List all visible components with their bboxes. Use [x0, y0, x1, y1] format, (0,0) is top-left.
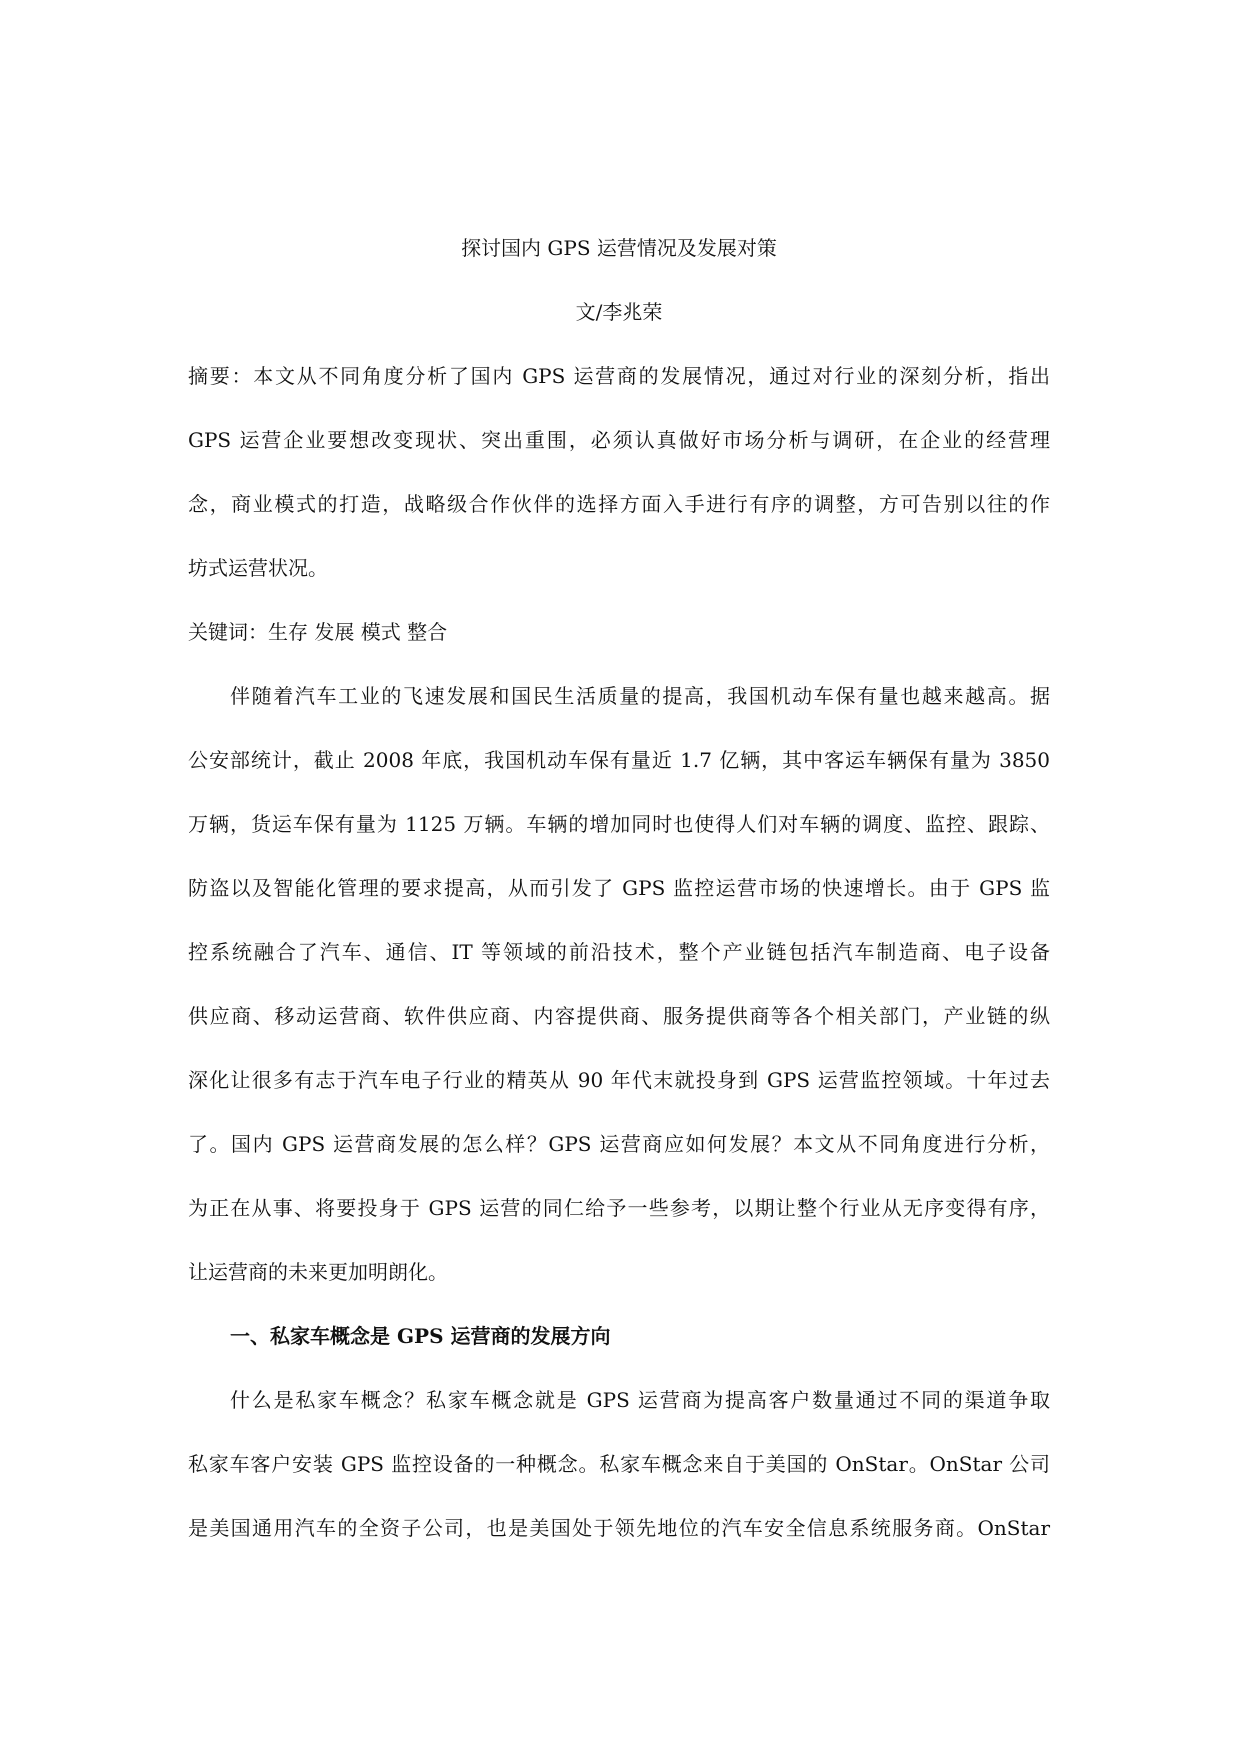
abstract-line: 念，商业模式的打造，战略级合作伙伴的选择方面入手进行有序的调整，方可告别以往的作 — [188, 492, 1050, 516]
intro-line: 深化让很多有志于汽车电子行业的精英从 90 年代末就投身到 GPS 运营监控领域。十年过去 — [188, 1068, 1050, 1092]
author-line: 文/李兆荣 — [575, 300, 663, 324]
section-heading: 一、私家车概念是 GPS 运营商的发展方向 — [230, 1324, 611, 1348]
intro-line: 万辆，货运车保有量为 1125 万辆。车辆的增加同时也使得人们对车辆的调度、监控、跟踪、 — [188, 812, 1050, 836]
section-line: 是美国通用汽车的全资子公司，也是美国处于领先地位的汽车安全信息系统服务商。OnStar — [188, 1516, 1050, 1540]
abstract-line: GPS 运营企业要想改变现状、突出重围，必须认真做好市场分析与调研，在企业的经营理 — [188, 428, 1050, 452]
section-line: 什么是私家车概念？私家车概念就是 GPS 运营商为提高客户数量通过不同的渠道争取 — [230, 1388, 1050, 1412]
abstract-line: 坊式运营状况。 — [188, 556, 328, 580]
intro-line: 公安部统计，截止 2008 年底，我国机动车保有量近 1.7 亿辆，其中客运车辆保有量为 3850 — [188, 748, 1050, 772]
intro-line: 让运营商的未来更加明朗化。 — [188, 1260, 448, 1284]
keywords-line: 关键词：生存 发展 模式 整合 — [188, 620, 448, 644]
intro-line: 控系统融合了汽车、通信、IT 等领域的前沿技术，整个产业链包括汽车制造商、电子设备 — [188, 940, 1050, 964]
intro-line: 为正在从事、将要投身于 GPS 运营的同仁给予一些参考，以期让整个行业从无序变得有序， — [188, 1196, 1050, 1220]
document-title: 探讨国内 GPS 运营情况及发展对策 — [461, 236, 777, 260]
intro-line: 了。国内 GPS 运营商发展的怎么样？GPS 运营商应如何发展？本文从不同角度进行分析， — [188, 1132, 1050, 1156]
intro-line: 防盗以及智能化管理的要求提高，从而引发了 GPS 监控运营市场的快速增长。由于 GPS 监 — [188, 876, 1050, 900]
intro-line: 伴随着汽车工业的飞速发展和国民生活质量的提高，我国机动车保有量也越来越高。据 — [230, 684, 1050, 708]
section-line: 私家车客户安装 GPS 监控设备的一种概念。私家车概念来自于美国的 OnStar。OnStar 公司 — [188, 1452, 1050, 1476]
abstract-line: 摘要：本文从不同角度分析了国内 GPS 运营商的发展情况，通过对行业的深刻分析，指出 — [188, 364, 1050, 388]
intro-line: 供应商、移动运营商、软件供应商、内容提供商、服务提供商等各个相关部门，产业链的纵 — [188, 1004, 1050, 1028]
